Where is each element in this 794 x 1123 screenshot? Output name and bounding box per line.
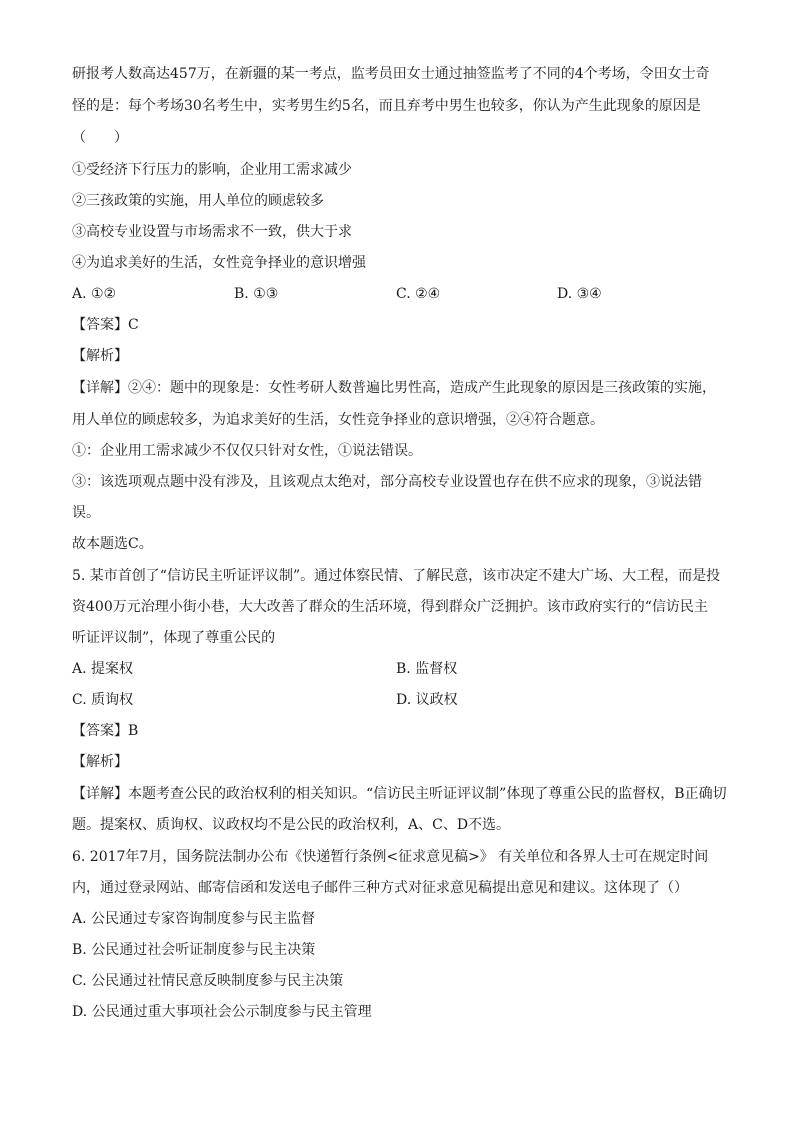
q4-detail-line-5: 误。	[72, 505, 100, 521]
q5-stem-line-3: 听证评议制”，体现了尊重公民的	[72, 630, 276, 646]
q4-option-d: D. ③④	[557, 286, 602, 302]
q4-option-a: A. ①②	[72, 286, 117, 302]
q4-answer-value: C	[128, 317, 139, 333]
q5-option-a: A. 提案权	[72, 661, 134, 677]
q5-analysis-tag: 【解析】	[72, 754, 128, 770]
q4-statement-2: ②三孩政策的实施，用人单位的顾虑较多	[72, 193, 324, 209]
q4-statement-3: ③高校专业设置与市场需求不一致，供大于求	[72, 224, 352, 240]
q4-detail-text-1: ②④：题中的现象是：女性考研人数普遍比男性高，造成产生此现象的原因是三孩政策的实施，	[128, 380, 716, 396]
q5-answer-value: B	[128, 723, 139, 739]
q5-option-d: D. 议政权	[396, 692, 458, 708]
q5-answer-tag: 【答案】	[72, 723, 128, 739]
q4-stem-line-2: 怪的是：每个考场30名考生中，实考男生约5名，而且弃考中男生也较多，你认为产生此现象的原因是	[72, 98, 701, 114]
q5-answer	[72, 721, 138, 741]
q4-stem-line-1: 研报考人数高达457万，在新疆的某一考点，监考员田女士通过抽签监考了不同的4个考场，令田女士奇	[72, 66, 710, 82]
q6-option-c: C. 公民通过社情民意反映制度参与民主决策	[72, 973, 344, 989]
q6-option-b: B. 公民通过社会听证制度参与民主决策	[72, 942, 316, 958]
q6-option-d: D. 公民通过重大事项社会公示制度参与民主管理	[72, 1004, 372, 1020]
q6-stem-line-1: 6. 2017年7月，国务院法制办公布《快递暂行条例<征求意见稿>》 有关单位和各界人士可在规定时间	[72, 849, 709, 865]
q5-detail-tag: 【详解】	[72, 786, 128, 802]
q5-stem-line-2: 资400万元治理小街小巷，大大改善了群众的生活环境，得到群众广泛拥护。该市政府实行的“信访民主	[72, 599, 708, 615]
q4-answer-tag: 【答案】	[72, 317, 128, 333]
q4-detail-line-6: 故本题选C。	[72, 536, 153, 552]
q4-analysis-tag: 【解析】	[72, 348, 128, 364]
q4-detail-tag: 【详解】	[72, 380, 128, 396]
q4-stem-line-3: （ ）	[72, 130, 128, 146]
q5-option-b: B. 监督权	[396, 661, 458, 677]
q5-detail-line-1	[72, 784, 727, 804]
q5-detail-text-1: 本题考查公民的政治权利的相关知识。“信访民主听证评议制”体现了尊重公民的监督权，B正确切	[128, 786, 727, 802]
q4-detail-line-3: ①：企业用工需求减少不仅仅只针对女性，①说法错误。	[72, 443, 422, 459]
q4-statement-4: ④为追求美好的生活，女性竞争择业的意识增强	[72, 255, 366, 271]
q6-stem-line-2: 内，通过登录网站、邮寄信函和发送电子邮件三种方式对征求意见稿提出意见和建议。这体现了（）	[72, 880, 688, 896]
q4-answer	[72, 315, 139, 335]
q4-option-c: C. ②④	[396, 286, 441, 302]
q4-statement-1: ①受经济下行压力的影响，企业用工需求减少	[72, 162, 352, 178]
q5-option-c: C. 质询权	[72, 692, 134, 708]
q4-option-b: B. ①③	[234, 286, 279, 302]
q5-stem-line-1: 5. 某市首创了“信访民主听证评议制”。通过体察民情、了解民意，该市决定不建大广场、大工程，而是投	[72, 568, 721, 584]
q6-option-a: A. 公民通过专家咨询制度参与民主监督	[72, 911, 316, 927]
q4-detail-line-2: 用人单位的顾虑较多，为追求美好的生活，女性竞争择业的意识增强，②④符合题意。	[72, 412, 604, 428]
q5-detail-line-2: 题。提案权、质询权、议政权均不是公民的政治权利，A、C、D不选。	[72, 817, 511, 833]
q4-detail-line-4: ③：该选项观点题中没有涉及，且该观点太绝对，部分高校专业设置也存在供不应求的现象，③说法错	[72, 474, 702, 490]
q4-detail-line-1	[72, 378, 716, 398]
